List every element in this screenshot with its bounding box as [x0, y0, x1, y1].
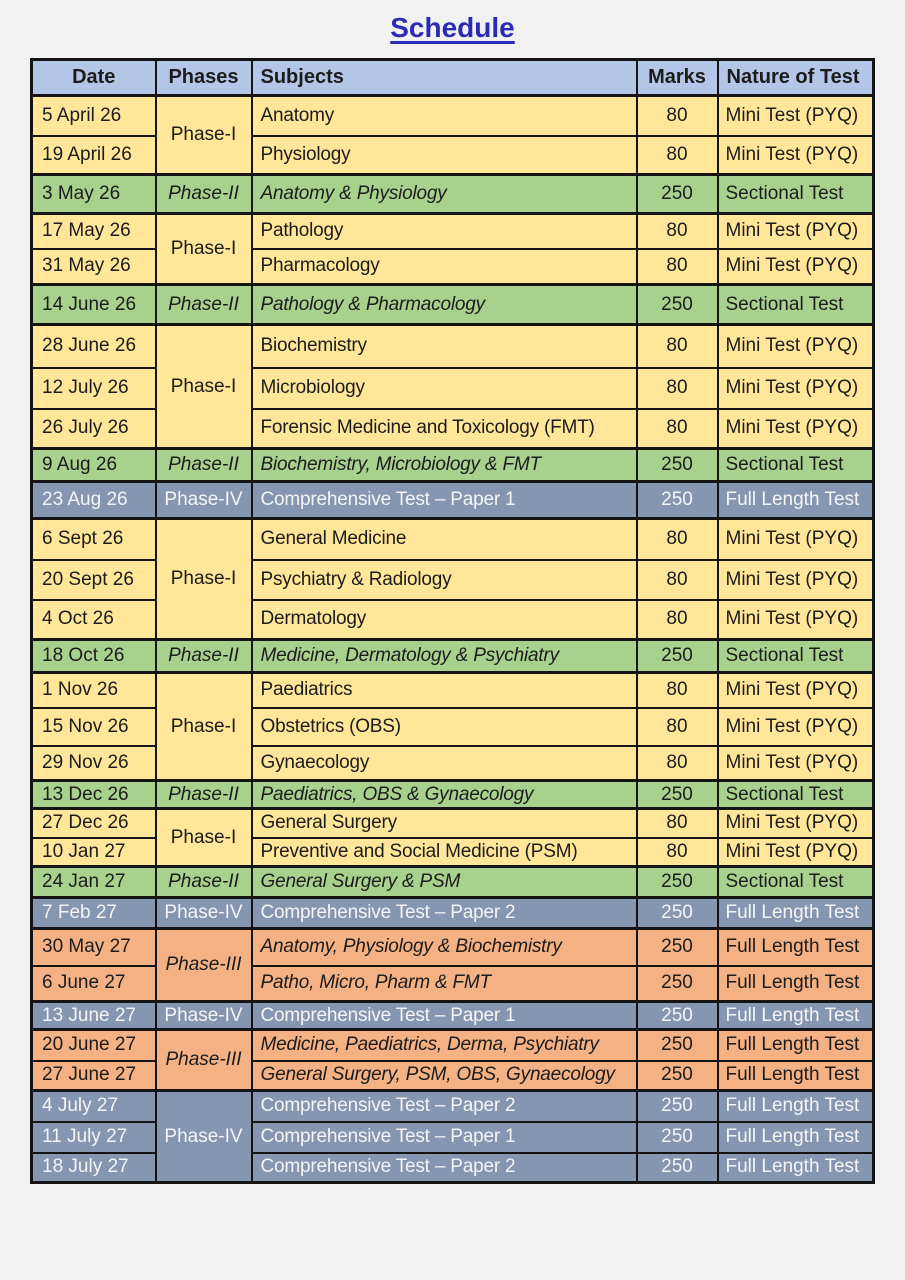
nature-cell: Mini Test (PYQ) — [718, 249, 874, 285]
nature-cell: Full Length Test — [718, 1153, 874, 1183]
schedule-row — [32, 285, 874, 325]
phase-cell: Phase-IV — [156, 482, 252, 519]
column-header-date: Date — [32, 60, 156, 96]
subject-cell: Anatomy — [252, 96, 637, 136]
date-cell: 20 Sept 26 — [32, 560, 156, 600]
date-cell: 31 May 26 — [32, 249, 156, 285]
schedule-row — [32, 640, 874, 673]
date-cell: 13 Dec 26 — [32, 781, 156, 809]
phase-cell: Phase-I — [156, 809, 252, 867]
phase-cell: Phase-I — [156, 519, 252, 640]
header-row — [32, 60, 874, 96]
subject-cell: General Surgery — [252, 809, 637, 838]
date-cell: 1 Nov 26 — [32, 673, 156, 708]
phase-cell: Phase-II — [156, 285, 252, 325]
nature-cell: Mini Test (PYQ) — [718, 560, 874, 600]
nature-cell: Mini Test (PYQ) — [718, 746, 874, 781]
subject-cell: Paediatrics, OBS & Gynaecology — [252, 781, 637, 809]
subject-cell: Dermatology — [252, 600, 637, 640]
date-cell: 15 Nov 26 — [32, 708, 156, 746]
date-cell: 9 Aug 26 — [32, 449, 156, 482]
date-cell: 13 June 27 — [32, 1002, 156, 1030]
phase-cell: Phase-IV — [156, 1002, 252, 1030]
schedule-row — [32, 929, 874, 966]
subject-cell: Preventive and Social Medicine (PSM) — [252, 838, 637, 867]
subject-cell: Comprehensive Test – Paper 2 — [252, 1091, 637, 1122]
schedule-row — [32, 1030, 874, 1061]
phase-cell: Phase-II — [156, 781, 252, 809]
nature-cell: Full Length Test — [718, 929, 874, 966]
nature-cell: Full Length Test — [718, 1122, 874, 1153]
schedule-table — [30, 58, 875, 1184]
marks-cell: 80 — [637, 673, 718, 708]
nature-cell: Sectional Test — [718, 175, 874, 214]
marks-cell: 80 — [637, 838, 718, 867]
nature-cell: Sectional Test — [718, 449, 874, 482]
subject-cell: Pharmacology — [252, 249, 637, 285]
marks-cell: 80 — [637, 325, 718, 368]
marks-cell: 250 — [637, 898, 718, 929]
date-cell: 11 July 27 — [32, 1122, 156, 1153]
marks-cell: 80 — [637, 708, 718, 746]
subject-cell: Comprehensive Test – Paper 2 — [252, 1153, 637, 1183]
subject-cell: Comprehensive Test – Paper 1 — [252, 482, 637, 519]
date-cell: 6 Sept 26 — [32, 519, 156, 560]
subject-cell: Biochemistry — [252, 325, 637, 368]
phase-cell: Phase-III — [156, 929, 252, 1002]
subject-cell: Medicine, Paediatrics, Derma, Psychiatry — [252, 1030, 637, 1061]
nature-cell: Mini Test (PYQ) — [718, 325, 874, 368]
nature-cell: Mini Test (PYQ) — [718, 838, 874, 867]
phase-cell: Phase-I — [156, 673, 252, 781]
subject-cell: Pathology — [252, 214, 637, 249]
subject-cell: Psychiatry & Radiology — [252, 560, 637, 600]
date-cell: 3 May 26 — [32, 175, 156, 214]
phase-cell: Phase-I — [156, 214, 252, 285]
subject-cell: Physiology — [252, 136, 637, 175]
schedule-row — [32, 519, 874, 560]
date-cell: 4 Oct 26 — [32, 600, 156, 640]
subject-cell: Pathology & Pharmacology — [252, 285, 637, 325]
nature-cell: Mini Test (PYQ) — [718, 809, 874, 838]
subject-cell: Biochemistry, Microbiology & FMT — [252, 449, 637, 482]
column-header-nature-of-test: Nature of Test — [718, 60, 874, 96]
date-cell: 5 April 26 — [32, 96, 156, 136]
nature-cell: Full Length Test — [718, 1091, 874, 1122]
date-cell: 18 Oct 26 — [32, 640, 156, 673]
marks-cell: 250 — [637, 482, 718, 519]
nature-cell: Full Length Test — [718, 482, 874, 519]
date-cell: 18 July 27 — [32, 1153, 156, 1183]
nature-cell: Full Length Test — [718, 966, 874, 1002]
schedule-row — [32, 175, 874, 214]
nature-cell: Sectional Test — [718, 640, 874, 673]
marks-cell: 250 — [637, 966, 718, 1002]
nature-cell: Mini Test (PYQ) — [718, 600, 874, 640]
subject-cell: General Surgery, PSM, OBS, Gynaecology — [252, 1061, 637, 1091]
schedule-row — [32, 1091, 874, 1122]
nature-cell: Mini Test (PYQ) — [718, 96, 874, 136]
date-cell: 29 Nov 26 — [32, 746, 156, 781]
date-cell: 28 June 26 — [32, 325, 156, 368]
subject-cell: Comprehensive Test – Paper 1 — [252, 1122, 637, 1153]
date-cell: 20 June 27 — [32, 1030, 156, 1061]
subject-cell: Medicine, Dermatology & Psychiatry — [252, 640, 637, 673]
schedule-row — [32, 809, 874, 838]
marks-cell: 250 — [637, 1002, 718, 1030]
column-header-subjects: Subjects — [252, 60, 637, 96]
date-cell: 26 July 26 — [32, 409, 156, 449]
marks-cell: 250 — [637, 1061, 718, 1091]
phase-cell: Phase-III — [156, 1030, 252, 1091]
date-cell: 17 May 26 — [32, 214, 156, 249]
nature-cell: Full Length Test — [718, 898, 874, 929]
date-cell: 12 July 26 — [32, 368, 156, 409]
subject-cell: Paediatrics — [252, 673, 637, 708]
subject-cell: Microbiology — [252, 368, 637, 409]
date-cell: 23 Aug 26 — [32, 482, 156, 519]
marks-cell: 80 — [637, 600, 718, 640]
marks-cell: 250 — [637, 867, 718, 898]
subject-cell: Anatomy & Physiology — [252, 175, 637, 214]
marks-cell: 80 — [637, 560, 718, 600]
schedule-row — [32, 867, 874, 898]
phase-cell: Phase-II — [156, 175, 252, 214]
marks-cell: 80 — [637, 136, 718, 175]
nature-cell: Sectional Test — [718, 867, 874, 898]
marks-cell: 80 — [637, 96, 718, 136]
nature-cell: Mini Test (PYQ) — [718, 136, 874, 175]
subject-cell: General Medicine — [252, 519, 637, 560]
schedule-row — [32, 482, 874, 519]
nature-cell: Mini Test (PYQ) — [718, 409, 874, 449]
schedule-row — [32, 325, 874, 368]
date-cell: 4 July 27 — [32, 1091, 156, 1122]
subject-cell: Forensic Medicine and Toxicology (FMT) — [252, 409, 637, 449]
subject-cell: Patho, Micro, Pharm & FMT — [252, 966, 637, 1002]
schedule-row — [32, 214, 874, 249]
marks-cell: 250 — [637, 1091, 718, 1122]
phase-cell: Phase-II — [156, 867, 252, 898]
subject-cell: Obstetrics (OBS) — [252, 708, 637, 746]
column-header-marks: Marks — [637, 60, 718, 96]
marks-cell: 80 — [637, 214, 718, 249]
date-cell: 19 April 26 — [32, 136, 156, 175]
marks-cell: 80 — [637, 746, 718, 781]
phase-cell: Phase-I — [156, 325, 252, 449]
marks-cell: 80 — [637, 249, 718, 285]
column-header-phases: Phases — [156, 60, 252, 96]
marks-cell: 250 — [637, 640, 718, 673]
phase-cell: Phase-II — [156, 449, 252, 482]
marks-cell: 250 — [637, 1153, 718, 1183]
marks-cell: 250 — [637, 929, 718, 966]
marks-cell: 80 — [637, 809, 718, 838]
subject-cell: General Surgery & PSM — [252, 867, 637, 898]
nature-cell: Mini Test (PYQ) — [718, 673, 874, 708]
marks-cell: 80 — [637, 368, 718, 409]
nature-cell: Sectional Test — [718, 781, 874, 809]
marks-cell: 250 — [637, 449, 718, 482]
marks-cell: 250 — [637, 1030, 718, 1061]
schedule-row — [32, 1002, 874, 1030]
marks-cell: 80 — [637, 519, 718, 560]
date-cell: 7 Feb 27 — [32, 898, 156, 929]
phase-cell: Phase-IV — [156, 898, 252, 929]
date-cell: 10 Jan 27 — [32, 838, 156, 867]
subject-cell: Anatomy, Physiology & Biochemistry — [252, 929, 637, 966]
date-cell: 6 June 27 — [32, 966, 156, 1002]
schedule-row — [32, 96, 874, 136]
marks-cell: 80 — [637, 409, 718, 449]
marks-cell: 250 — [637, 175, 718, 214]
nature-cell: Sectional Test — [718, 285, 874, 325]
subject-cell: Gynaecology — [252, 746, 637, 781]
nature-cell: Mini Test (PYQ) — [718, 519, 874, 560]
marks-cell: 250 — [637, 781, 718, 809]
schedule-body — [32, 96, 874, 1183]
phase-cell: Phase-I — [156, 96, 252, 175]
date-cell: 24 Jan 27 — [32, 867, 156, 898]
schedule-row — [32, 449, 874, 482]
date-cell: 27 Dec 26 — [32, 809, 156, 838]
nature-cell: Full Length Test — [718, 1061, 874, 1091]
phase-cell: Phase-II — [156, 640, 252, 673]
date-cell: 14 June 26 — [32, 285, 156, 325]
subject-cell: Comprehensive Test – Paper 1 — [252, 1002, 637, 1030]
marks-cell: 250 — [637, 285, 718, 325]
date-cell: 27 June 27 — [32, 1061, 156, 1091]
schedule-row — [32, 898, 874, 929]
subject-cell: Comprehensive Test – Paper 2 — [252, 898, 637, 929]
schedule-row — [32, 781, 874, 809]
nature-cell: Mini Test (PYQ) — [718, 214, 874, 249]
nature-cell: Full Length Test — [718, 1030, 874, 1061]
marks-cell: 250 — [637, 1122, 718, 1153]
nature-cell: Full Length Test — [718, 1002, 874, 1030]
date-cell: 30 May 27 — [32, 929, 156, 966]
schedule-row — [32, 673, 874, 708]
phase-cell: Phase-IV — [156, 1091, 252, 1183]
nature-cell: Mini Test (PYQ) — [718, 708, 874, 746]
nature-cell: Mini Test (PYQ) — [718, 368, 874, 409]
page-title: Schedule — [390, 12, 515, 43]
